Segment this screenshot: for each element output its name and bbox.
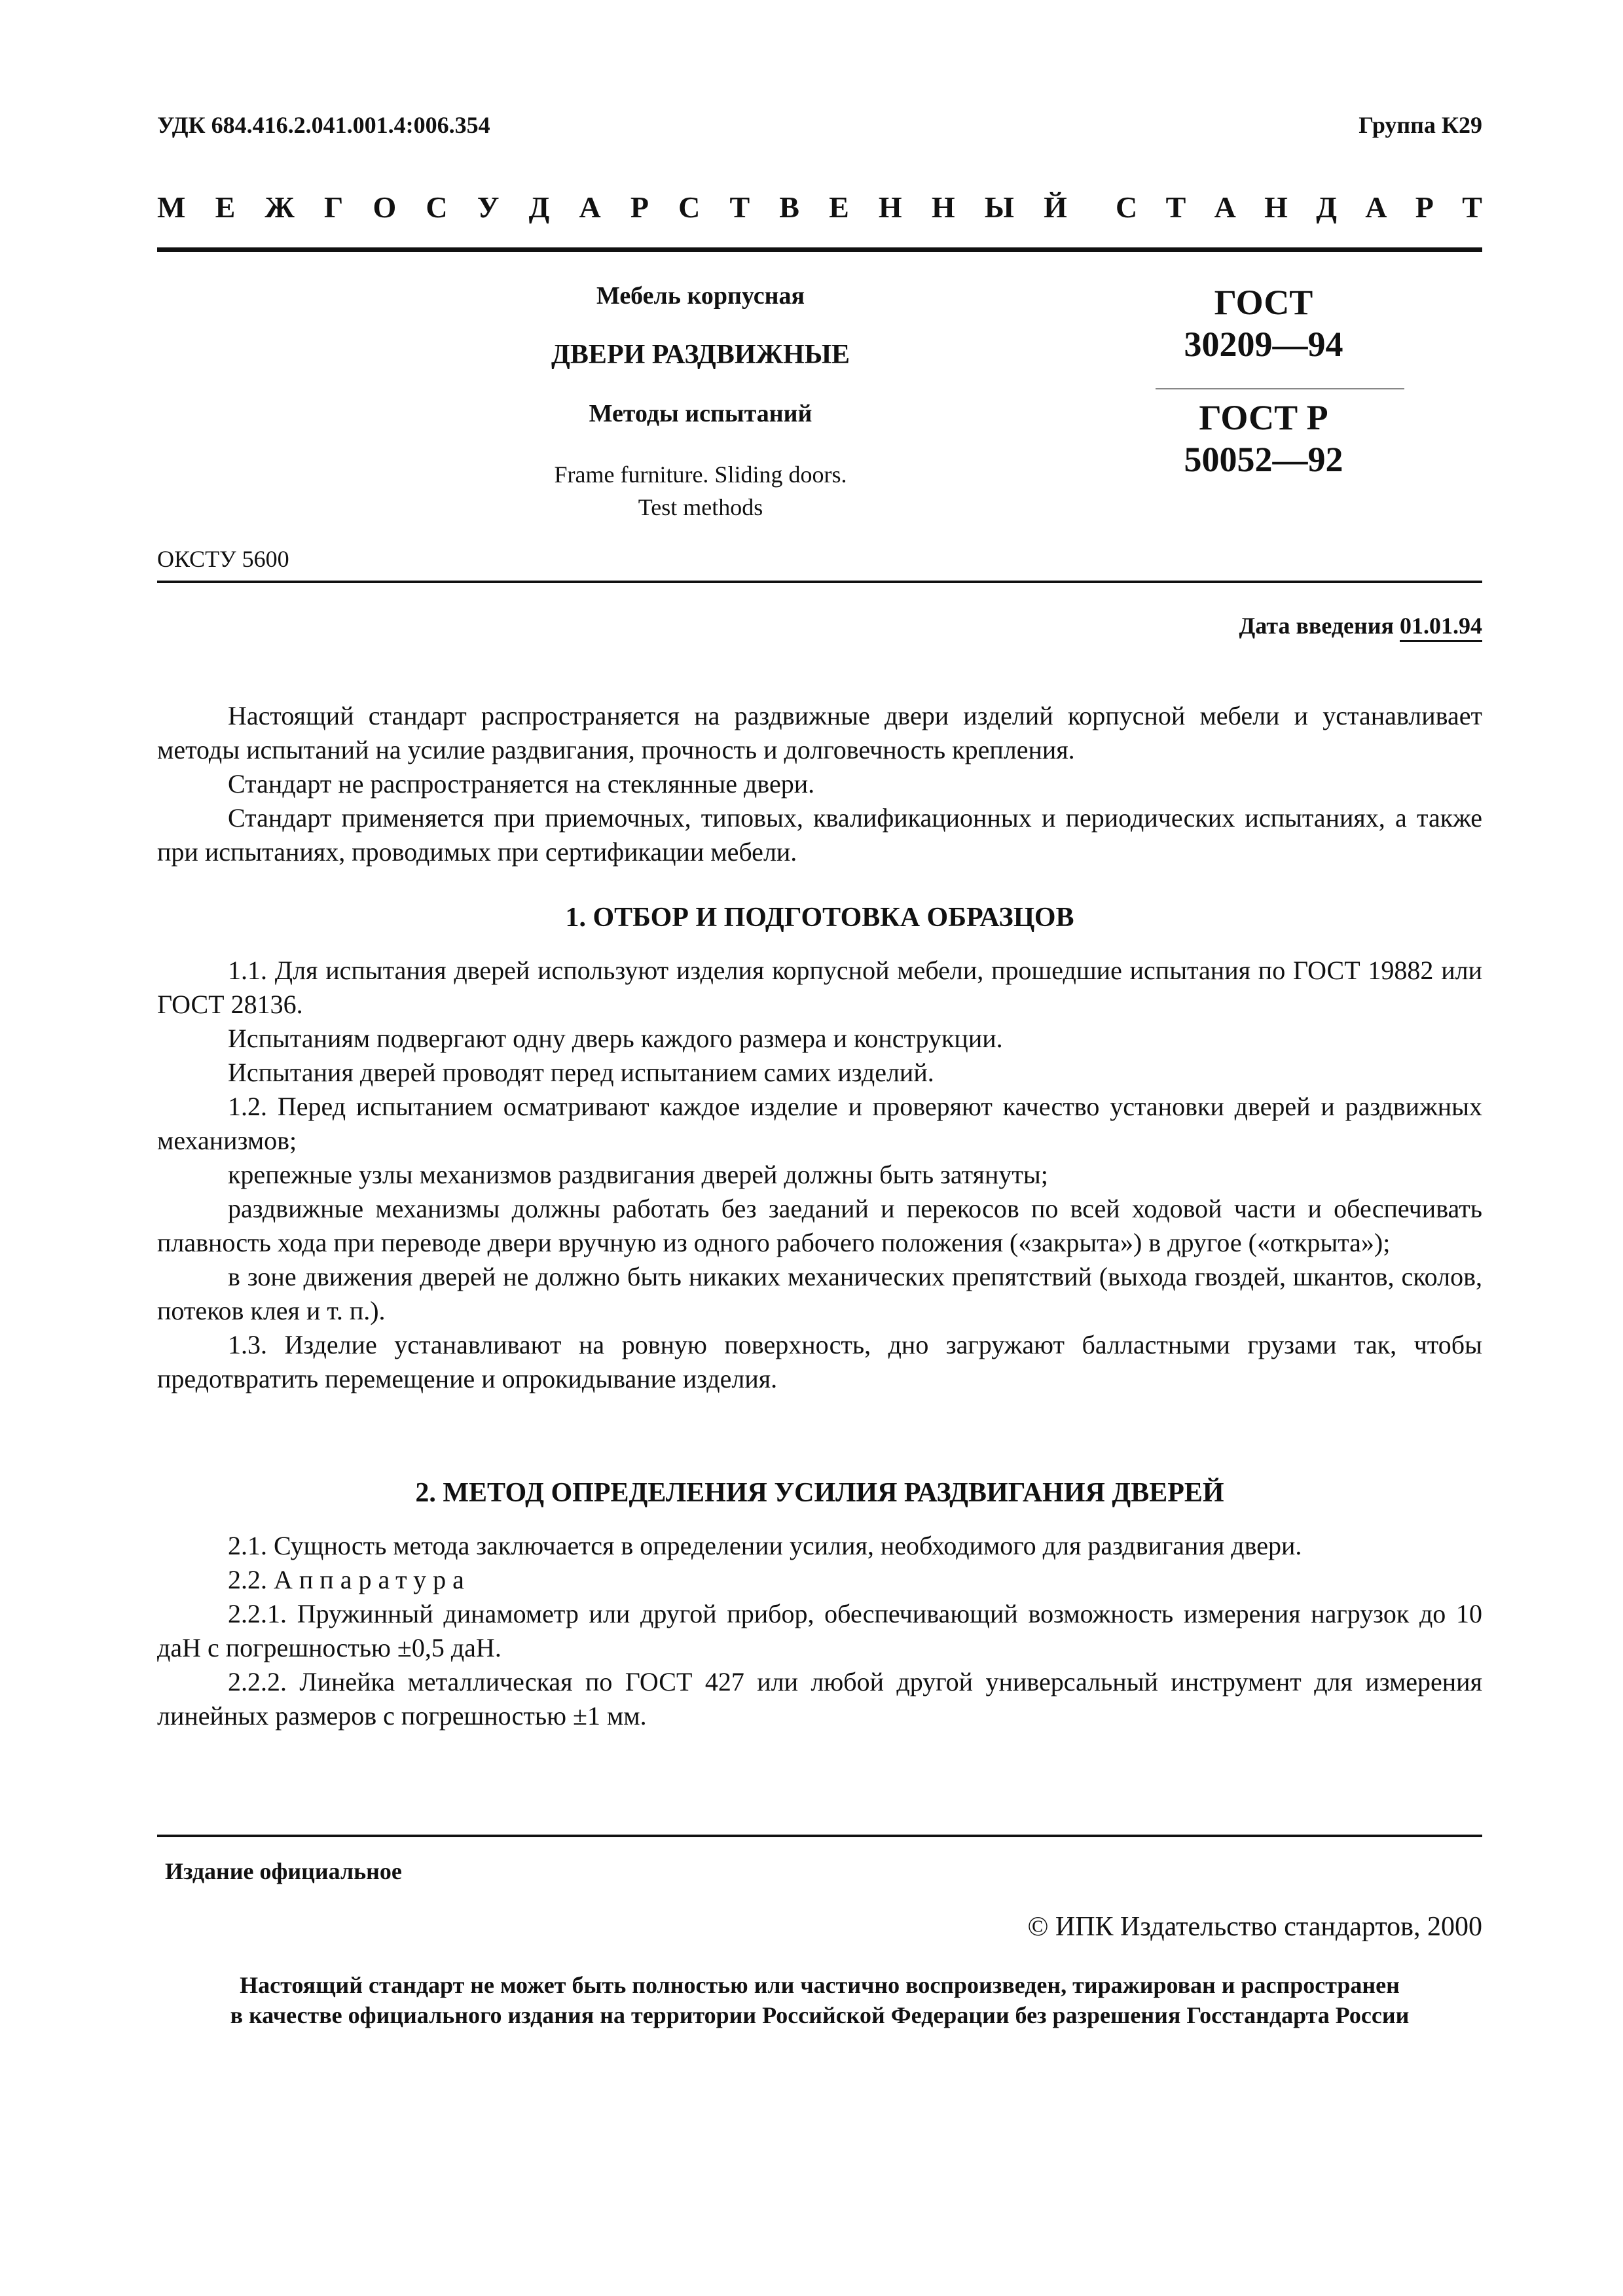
banner-letter: Д <box>528 190 550 224</box>
date-label: Дата введения <box>1239 613 1394 639</box>
gost-divider <box>1156 388 1404 389</box>
banner-letter: Е <box>829 190 849 224</box>
paragraph: 1.3. Изделие устанавливают на ровную поверхность, дно загружают балластными грузами так, чтобы предотвратить перемещение и опрокидывание изделия. <box>157 1330 1482 1393</box>
intro-text <box>157 699 1482 869</box>
banner-letter: Т <box>1165 190 1186 224</box>
date-value: 01.01.94 <box>1400 613 1482 642</box>
banner-letter: М <box>157 190 186 224</box>
paragraph: крепежные узлы механизмов раздвигания дверей должны быть затянуты; <box>228 1160 1048 1189</box>
udk-code: УДК 684.416.2.041.001.4:006.354 <box>157 112 490 138</box>
banner-letter: Т <box>729 190 750 224</box>
banner-letter: С <box>678 190 701 224</box>
title-english <box>354 458 1048 524</box>
banner-letter: О <box>373 190 397 224</box>
notice-line-2: в качестве официального издания на территории Российской Федерации без разрешения Госстандарта России <box>230 2002 1410 2028</box>
paragraph: 2.2.1. Пружинный динамометр или другой прибор, обеспечивающий возможность измерения нагрузок до 10 даН с погрешностью ±0,5 даН. <box>157 1599 1482 1662</box>
interstate-standard-banner <box>157 190 1482 224</box>
banner-letter: А <box>1214 190 1236 224</box>
banner-letter: Р <box>1415 190 1434 224</box>
gost-label: ГОСТ Р <box>1199 398 1328 437</box>
banner-letter: Й <box>1044 190 1067 224</box>
banner-letter: Н <box>931 190 955 224</box>
title-line-1: Мебель корпусная <box>596 282 805 310</box>
paragraph: 1.2. Перед испытанием осматривают каждое изделие и проверяют качество установки дверей и раздвижных механизмов; <box>157 1092 1482 1155</box>
footer-divider <box>157 1835 1482 1837</box>
banner-letter: У <box>477 190 500 224</box>
section-1-text <box>157 954 1482 1396</box>
section-2-heading: 2. МЕТОД ОПРЕДЕЛЕНИЯ УСИЛИЯ РАЗДВИГАНИЯ ДВЕРЕЙ <box>415 1478 1224 1508</box>
gost-number-1 <box>1139 281 1388 365</box>
section-1-heading: 1. ОТБОР И ПОДГОТОВКА ОБРАЗЦОВ <box>565 903 1074 933</box>
reproduction-notice <box>157 1970 1482 2030</box>
banner-letter: Р <box>630 190 649 224</box>
banner-letter: В <box>779 190 799 224</box>
item-number: 2.2. <box>228 1565 267 1594</box>
paragraph: раздвижные механизмы должны работать без заеданий и перекосов по всей ходовой части и обеспечивать плавность хода при переводе двери вручную из одного рабочего положения («закрыта») в другое («открыта»); <box>157 1194 1482 1257</box>
paragraph: 2.1. Сущность метода заключается в определении усилия, необходимого для раздвигания двери. <box>228 1531 1302 1560</box>
banner-letter: Г <box>324 190 344 224</box>
copyright: © ИПК Издательство стандартов, 2000 <box>1027 1912 1482 1942</box>
paragraph: в зоне движения дверей не должно быть никаких механических препятствий (выхода гвоздей, шкантов, сколов, потеков клея и т. п.). <box>157 1262 1482 1325</box>
okstu-code: ОКСТУ 5600 <box>157 546 289 572</box>
banner-word-1 <box>157 190 1067 224</box>
notice-line-1: Настоящий стандарт не может быть полностью или частично воспроизведен, тиражирован и распространен <box>240 1972 1400 1998</box>
gost-code: 30209—94 <box>1184 325 1343 364</box>
banner-letter: С <box>426 190 448 224</box>
title-english-line-2: Test methods <box>638 494 763 520</box>
introduction-date <box>1239 612 1483 639</box>
paragraph: Испытаниям подвергают одну дверь каждого размера и конструкции. <box>228 1024 1003 1053</box>
banner-letter: С <box>1116 190 1138 224</box>
gost-number-2 <box>1139 397 1388 480</box>
paragraph: Стандарт применяется при приемочных, типовых, квалификационных и периодических испытаниях, а также при испытаниях, проводимых при сертификации мебели. <box>157 803 1482 867</box>
banner-letter: Ж <box>264 190 295 224</box>
banner-letter: Ы <box>984 190 1014 224</box>
gost-label: ГОСТ <box>1214 283 1313 322</box>
banner-letter: Н <box>1264 190 1288 224</box>
paragraph: Настоящий стандарт распространяется на раздвижные двери изделий корпусной мебели и устанавливает методы испытаний на усилие раздвигания, прочность и долговечность крепления. <box>157 701 1482 764</box>
paragraph: 1.1. Для испытания дверей используют изделия корпусной мебели, прошедшие испытания по ГОСТ 19882 или ГОСТ 28136. <box>157 956 1482 1019</box>
paragraph: 2.2.2. Линейка металлическая по ГОСТ 427 или любой другой универсальный инструмент для измерения линейных размеров с погрешностью ±1 мм. <box>157 1667 1482 1731</box>
official-edition-label: Издание официальное <box>165 1858 402 1884</box>
item-title: Аппаратура <box>274 1565 471 1594</box>
banner-letter: А <box>1365 190 1387 224</box>
banner-letter: Т <box>1462 190 1482 224</box>
banner-letter: А <box>579 190 601 224</box>
title-line-3: Методы испытаний <box>589 400 812 427</box>
banner-letter: Д <box>1316 190 1337 224</box>
group-code: Группа К29 <box>1359 112 1482 138</box>
banner-letter: Е <box>215 190 236 224</box>
banner-letter: Н <box>878 190 902 224</box>
title-english-line-1: Frame furniture. Sliding doors. <box>554 461 847 488</box>
section-2-text <box>157 1529 1482 1733</box>
banner-word-2 <box>1116 190 1482 224</box>
okstu-divider <box>157 581 1482 583</box>
header-divider <box>157 247 1482 252</box>
title-line-2: ДВЕРИ РАЗДВИЖНЫЕ <box>551 340 850 370</box>
paragraph: Испытания дверей проводят перед испытанием самих изделий. <box>228 1058 934 1087</box>
gost-code: 50052—92 <box>1184 440 1343 479</box>
paragraph: Стандарт не распространяется на стеклянные двери. <box>228 769 815 798</box>
paragraph <box>157 1563 1482 1597</box>
